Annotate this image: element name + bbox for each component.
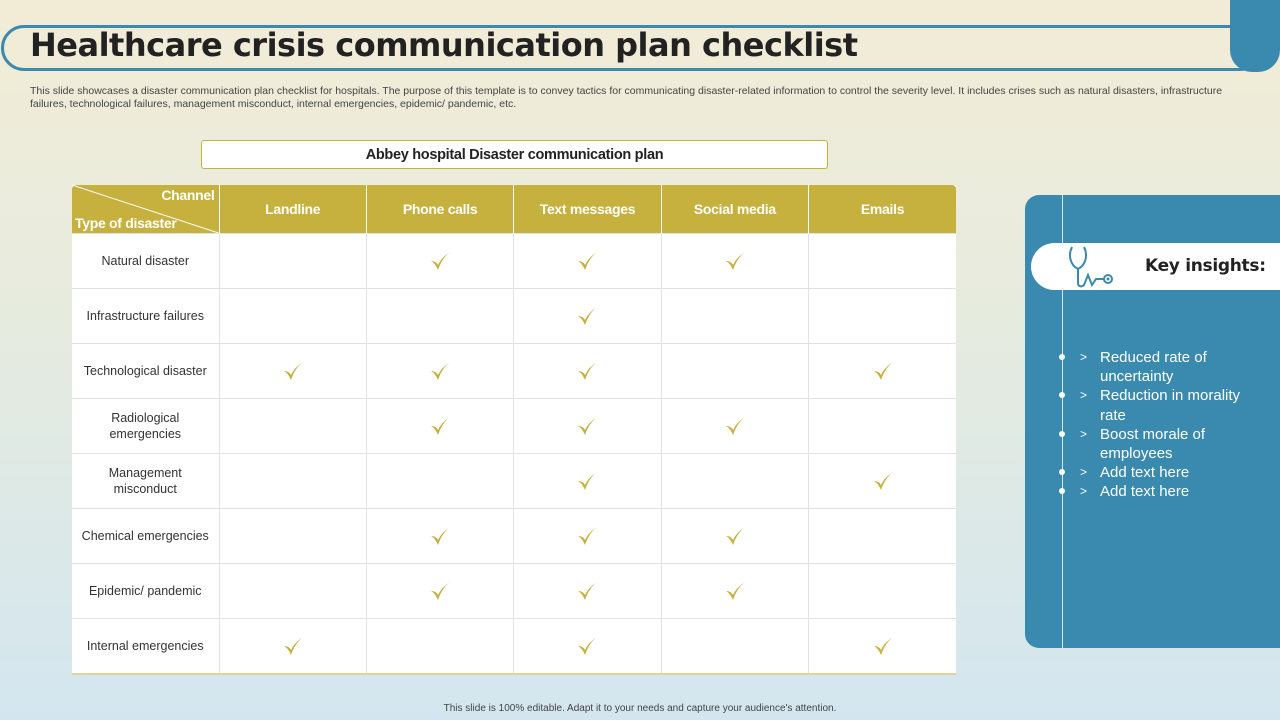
table-body — [72, 234, 956, 675]
check-cell — [514, 454, 661, 509]
list-item: > Boost morale of employees — [1056, 425, 1256, 463]
table-row — [72, 289, 956, 344]
table-row — [72, 344, 956, 399]
row-label-cell: Technological disaster — [72, 344, 219, 399]
list-item: > Reduced rate of uncertainty — [1056, 348, 1256, 386]
row-label-cell: Radiological emergencies — [72, 399, 219, 454]
page-title: Healthcare crisis communication plan checklist — [30, 26, 858, 64]
check-cell — [514, 564, 661, 619]
check-cell — [809, 454, 956, 509]
column-header-social-media: Social media — [661, 185, 808, 234]
checkmark-icon — [226, 635, 360, 657]
checkmark-icon — [815, 470, 950, 492]
plan-title: Abbey hospital Disaster communication plan — [365, 146, 664, 163]
check-cell — [661, 289, 808, 344]
check-cell — [366, 564, 513, 619]
check-cell — [661, 509, 808, 564]
bullet-dot — [1059, 488, 1065, 494]
checkmark-icon — [520, 580, 654, 602]
check-cell — [514, 289, 661, 344]
column-header-emails: Emails — [809, 185, 956, 234]
check-cell — [809, 234, 956, 289]
stethoscope-icon — [1066, 245, 1120, 289]
check-cell — [366, 344, 513, 399]
check-cell — [366, 619, 513, 675]
checkmark-icon — [373, 525, 507, 547]
list-item: > Add text here — [1056, 482, 1256, 501]
check-cell — [366, 289, 513, 344]
chevron-right-icon: > — [1080, 388, 1088, 403]
check-cell — [366, 454, 513, 509]
slide-description: This slide showcases a disaster communication plan checklist for hospitals. The purpose of this template is to convey tactics for communicating disaster-related information to control the severity level. It includes crises such as natural disasters, infrastructure failures, technological failures, management misconduct, internal emergencies, epidemic/ pandemic, etc. — [30, 85, 1223, 110]
check-cell — [219, 234, 366, 289]
check-cell — [366, 234, 513, 289]
row-label-cell: Epidemic/ pandemic — [72, 564, 219, 619]
checkmark-icon — [668, 525, 802, 547]
check-cell — [514, 509, 661, 564]
check-cell — [661, 399, 808, 454]
checkmark-icon — [520, 360, 654, 382]
check-cell — [514, 344, 661, 399]
check-cell — [661, 619, 808, 675]
check-cell — [809, 619, 956, 675]
insights-list — [1056, 348, 1256, 502]
checkmark-icon — [520, 525, 654, 547]
type-of-disaster-label: Type of disaster — [75, 215, 177, 231]
plan-title-box — [201, 140, 828, 169]
row-label-cell: Internal emergencies — [72, 619, 219, 675]
checkmark-icon — [668, 415, 802, 437]
column-header-landline: Landline — [219, 185, 366, 234]
channel-label: Channel — [161, 187, 215, 203]
table-row — [72, 399, 956, 454]
checkmark-icon — [373, 415, 507, 437]
row-label-cell: Management misconduct — [72, 454, 219, 509]
checkmark-icon — [520, 635, 654, 657]
check-cell — [661, 234, 808, 289]
check-cell — [219, 619, 366, 675]
checkmark-icon — [520, 250, 654, 272]
checkmark-icon — [373, 360, 507, 382]
checkmark-icon — [668, 250, 802, 272]
check-cell — [809, 399, 956, 454]
table-row — [72, 509, 956, 564]
column-header-phone-calls: Phone calls — [366, 185, 513, 234]
checkmark-icon — [520, 470, 654, 492]
check-cell — [514, 234, 661, 289]
checkmark-icon — [226, 360, 360, 382]
chevron-right-icon: > — [1080, 484, 1088, 499]
check-cell — [661, 454, 808, 509]
check-cell — [219, 509, 366, 564]
checkmark-icon — [373, 250, 507, 272]
check-cell — [219, 454, 366, 509]
corner-decoration — [1230, 0, 1280, 72]
check-cell — [366, 509, 513, 564]
checkmark-icon — [373, 580, 507, 602]
checkmark-icon — [520, 415, 654, 437]
check-cell — [514, 619, 661, 675]
row-label-cell: Chemical emergencies — [72, 509, 219, 564]
table-row — [72, 454, 956, 509]
check-cell — [809, 344, 956, 399]
check-cell — [661, 564, 808, 619]
checkmark-icon — [815, 360, 950, 382]
bullet-dot — [1059, 431, 1065, 437]
check-cell — [809, 509, 956, 564]
check-cell — [661, 344, 808, 399]
checkmark-icon — [520, 305, 654, 327]
check-cell — [809, 564, 956, 619]
row-label-cell: Natural disaster — [72, 234, 219, 289]
row-label-cell: Infrastructure failures — [72, 289, 219, 344]
check-cell — [219, 564, 366, 619]
table-row — [72, 234, 956, 289]
checkmark-icon — [815, 635, 950, 657]
chevron-right-icon: > — [1080, 465, 1088, 480]
key-insights-title: Key insights: — [1145, 256, 1266, 276]
check-cell — [219, 399, 366, 454]
bullet-dot — [1059, 469, 1065, 475]
column-header-text-messages: Text messages — [514, 185, 661, 234]
footer-note: This slide is 100% editable. Adapt it to your needs and capture your audience's attention. — [443, 703, 837, 714]
list-item: > Add text here — [1056, 463, 1256, 482]
table-row — [72, 619, 956, 675]
check-cell — [514, 399, 661, 454]
table-row — [72, 564, 956, 619]
bullet-dot — [1059, 354, 1065, 360]
check-cell — [219, 344, 366, 399]
chevron-right-icon: > — [1080, 426, 1088, 441]
corner-header-cell — [72, 185, 219, 234]
chevron-right-icon: > — [1080, 350, 1088, 364]
table-header-row — [72, 185, 956, 234]
checkmark-icon — [668, 580, 802, 602]
check-cell — [219, 289, 366, 344]
bullet-dot — [1059, 392, 1065, 398]
check-cell — [809, 289, 956, 344]
list-item: > Reduction in morality rate — [1056, 386, 1256, 424]
checklist-table — [72, 185, 956, 675]
check-cell — [366, 399, 513, 454]
